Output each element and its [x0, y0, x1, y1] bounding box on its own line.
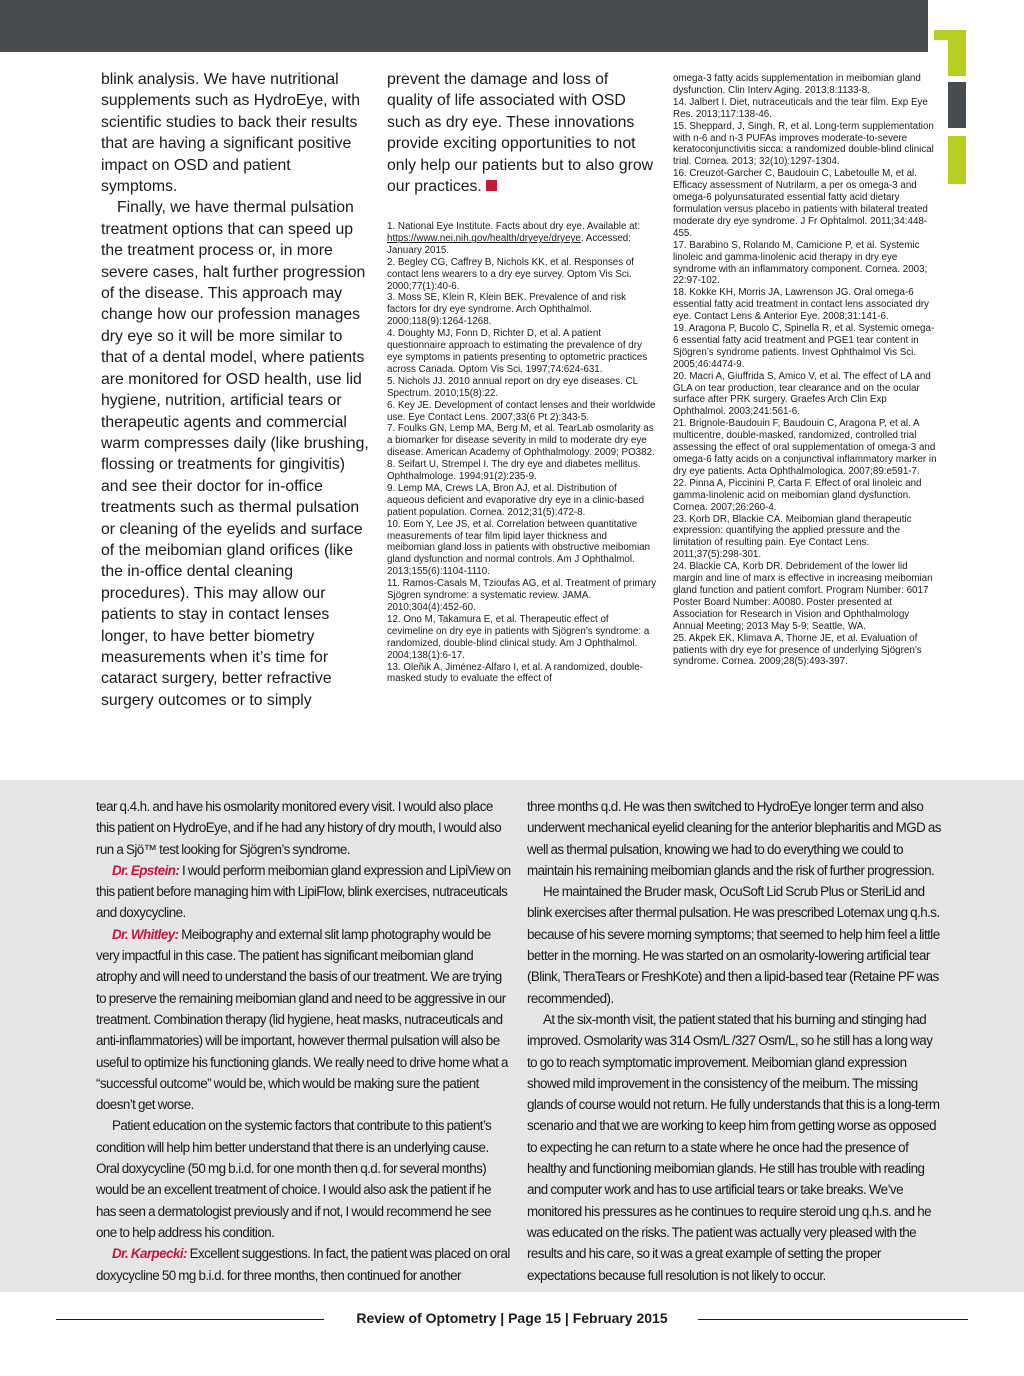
reference-item: 12. Ono M, Takamura E, et al. Therapeutic effect of cevimeline on dry eye in patients with Sjögren’s syndrome: a randomized, double-blind clinical study. Am J Ophthalmol. 2004;138(1):6-17. [387, 613, 650, 661]
references-list-right [673, 73, 939, 668]
reference-item: 1. National Eye Institute. Facts about dry eye. Available at: https://www.nei.nih.gov/health/dryeye/dryeye. Accessed: January 2015. [387, 221, 641, 256]
article-paragraph: Finally, we have thermal pulsation treatment options that can speed up the treatment process or, in more severe cases, halt further progression of the disease. This approach may change how our profession manages dry eye so it will be more similar to that of a dental model, where patients are monitored for OSD health, use lid hygiene, nutrition, artificial tears or therapeutic agents and commercial warm compresses daily (like brushing, flossing or treatments for gingivitis) and see their doctor for in-office treatments such as thermal pulsation or cleaning of the eyelids and surface of the meibomian gland orifices (like the in-office dental cleaning procedures). This may allow our patients to stay in contact lenses longer, to have better biometry measurements when it’s time for cataract surgery, better refractive surgery outcomes or to simply [101, 199, 369, 709]
case-paragraph: He maintained the Bruder mask, OcuSoft Lid Scrub Plus or SteriLid and blink exercises after thermal pulsation. He was prescribed Lotemax ung q.h.s. because of his severe morning symptoms; that seemed to help him feel a little better in the morning. He was started on an osmolarity-lowering artificial tear (Blink, TheraTears or FreshKote) and then a lipid-based tear (Retaine PF was recommended). [527, 884, 940, 1006]
speaker-name: Dr. Epstein: [112, 862, 180, 878]
article-paragraph: blink analysis. We have nutritional supplements such as HydroEye, with scientific studies to back their results that are having a significant positive impact on OSD and patient symptoms. [101, 71, 361, 196]
article-column-middle [387, 69, 655, 197]
case-paragraph: tear q.4.h. and have his osmolarity monitored every visit. I would also place this patient on HydroEye, and if he had any history of dry mouth, I would also run a Sjö™ test looking for Sjögren’s syndrome. [96, 799, 502, 857]
page-footer: Review of Optometry | Page 15 | February 2015 [356, 1310, 668, 1326]
reference-item: 4. Doughty MJ, Fonn D, Richter D, et al. A patient questionnaire approach to estimating the prevalence of dry eye symptoms in patients presenting to optometric practices across Canada. Optom Vis Sci. 1997;74:624-631. [387, 328, 648, 375]
reference-item: 6. Key JE. Development of contact lenses and their worldwide use. Eye Contact Lens. 2007;33(6 Pt 2):343-5. [387, 399, 656, 423]
article-column-left [101, 69, 369, 711]
reference-item: 24. Blackie CA, Korb DR. Debridement of the lower lid margin and line of marx is effective in increasing meibomian gland function and patient comfort. Program Number: 6017 Poster Board Number: A0080. Poster presented at Association for Research in Vision and Ophthalmology Annual Meeting; 2013 May 5-9; Seattle, WA. [673, 561, 933, 632]
reference-link[interactable]: https://www.nei.nih.gov/health/dryeye/dryeye [387, 232, 581, 244]
reference-item: omega-3 fatty acids supplementation in meibomian gland dysfunction. Clin Interv Aging. 2013;8:1133-8. [673, 73, 921, 96]
reference-item: 21. Brignole-Baudouin F, Baudouin C, Aragona P, et al. A multicentre, double-masked, randomized, controlled trial assessing the effect of oral supplementation of omega-3 and omega-6 fatty acids on a conjunctival inflammatory marker in dry eye patients. Acta Ophthalmologica. 2007;89:e591-7. [673, 418, 937, 477]
reference-item: 7. Foulks GN, Lemp MA, Berg M, et al. TearLab osmolarity as a biomarker for disease severity in mild to moderate dry eye disease. American Academy of Ophthalmology. 2009; PO382. [387, 423, 655, 459]
reference-item: 3. Moss SE, Klein R, Klein BEK. Prevalence of and risk factors for dry eye syndrome. Arch Ophthalmol. 2000;118(9):1264-1268. [387, 292, 627, 328]
end-of-article-mark [486, 180, 497, 191]
reference-item: 18. Kokke KH, Morris JA, Lawrenson JG. Oral omega-6 essential fatty acid treatment in contact lens associated dry eye. Contact Lens & Anterior Eye. 2008;31:141-6. [673, 287, 929, 323]
speaker-name: Dr. Karpecki: [112, 1246, 187, 1262]
reference-item: 14. Jalbert I. Diet, nutraceuticals and the tear film. Exp Eye Res. 2013;117:138-46. [673, 96, 928, 120]
reference-item: 20. Macri A, Giuffrida S, Amico V, et al. The effect of LA and GLA on tear production, tear clearance and on the ocular surface after PRK surgery. Graefes Arch Clin Exp Ophthalmol. 2003;241:561-6. [673, 370, 931, 418]
speaker-name: Dr. Whitley: [112, 926, 179, 942]
reference-item: 9. Lemp MA, Crews LA, Bron AJ, et al. Distribution of aqueous deficient and evaporative dry eye in a clinic-based patient population. Cornea. 2012;31(5):472-8. [387, 482, 645, 518]
reference-item: 8. Seifart U, Strempel I. The dry eye and diabetes mellitus. Ophthalmologe. 1994;91(2):235-9. [387, 459, 641, 483]
case-paragraph: three months q.d. He was then switched to HydroEye longer term and also underwent mechanical eyelid cleaning for the anterior blepharitis and MGD as well as thermal pulsation, knowing we had to do everything we could to maintain his remaining meibomian glands and the risk of further progression. [527, 799, 941, 878]
article-conclusion [387, 69, 655, 197]
reference-item: 5. Nichols JJ. 2010 annual report on dry eye diseases. CL Spectrum. 2010;15(8):22. [387, 375, 638, 399]
reference-item: 17. Barabino S, Rolando M, Camicione P, et al. Systemic linoleic and gamma-linolenic acid therapy in dry eye syndrome with an inflammatory component. Cornea. 2003; 22:97-102. [673, 239, 928, 287]
reference-item: 25. Akpek EK, Klimava A, Thorne JE, et al. Evaluation of patients with dry eye for presence of underlying Sjögren’s syndrome. Cornea. 2009;28(5):493-397. [673, 632, 922, 668]
case-column-left [96, 796, 512, 1286]
reference-item: 13. Oleñik A, Jiménez-Alfaro I, et al. A randomized, double-masked study to evaluate the effect of [387, 661, 643, 685]
section-tab-middle [948, 82, 966, 128]
case-paragraph: Dr. Epstein: I would perform meibomian gland expression and LipiView on this patient before managing him with LipiFlow, blink exercises, nutraceuticals and doxycycline. [96, 862, 511, 921]
reference-item: 16. Creuzot-Garcher C, Baudouin C, Labetoulle M, et al. Efficacy assessment of Nutrilarm, a per os omega-3 and omega-6 polyunsaturated essential fatty acid dietary formulation versus placebo in patients with bilateral treated moderate dry eye syndrome. J Fr Ophtalmol. 2011;34:448-455. [673, 168, 928, 239]
article-conclusion-text: prevent the damage and loss of quality of life associated with OSD such as dry eye. These innovations provide exciting opportunities to not only help our patients but to also grow our practices. [387, 71, 654, 196]
header-bar [0, 0, 928, 52]
references-list-middle [387, 221, 657, 685]
reference-item: 23. Korb DR, Blackie CA. Meibomian gland therapeutic expression: quantifying the applied pressure and the limitation of resulting pain. Eye Contact Lens. 2011;37(5):298-301. [673, 513, 912, 561]
reference-item: 2. Begley CG, Caffrey B, Nichols KK, et al. Responses of contact lens wearers to a dry eye survey. Optom Vis Sci. 2000;77(1):40-6. [387, 256, 635, 292]
case-paragraph: Patient education on the systemic factors that contribute to this patient’s condition will help him better understand that there is an underlying cause. Oral doxycycline (50 mg b.i.d. for one month then q.d. for several months) would be an excellent treatment of choice. I would also ask the patient if he has seen a dermatologist previously and if not, I would recommend he see one to help address his condition. [96, 1118, 492, 1240]
reference-item: 19. Aragona P, Bucolo C, Spinella R, et al. Systemic omega-6 essential fatty acid treatment and PGE1 tear content in Sjögren’s syndrome patients. Invest Ophthalmol Vis Sci. 2005;46:4474-9. [673, 323, 935, 370]
section-tab-bottom [948, 136, 966, 184]
reference-item: 15. Sheppard, J, Singh, R, et al. Long-term supplementation with n-6 and n-3 PUFAs improves moderate-to-severe keratoconjunctivitis sicca: a randomized double-blind clinical trial. Cornea. 2013; 32(10):1297-1304. [673, 120, 934, 168]
case-paragraph: At the six-month visit, the patient stated that his burning and stinging had improved. Osmolarity was 314 Osm/L /327 Osm/L, so he still has a long way to go to reach symptomatic improvement. Meibomian gland expression showed mild improvement in the consistency of the meibum. The missing glands of course would not return. He fully understands that this is a long-term scenario and that we are working to keep him from getting worse as opposed to expecting he can return to a state where he once had the presence of healthy and functioning meibomian glands. He still has trouble with reading and computer work and has to use artificial tears or take breaks. We’ve monitored his pressures as he continues to require steroid ung q.h.s. and he was educated on the risks. The patient was actually very pleased with the results and his care, so it was a great example of setting the proper expectations because full resolution is not likely to occur. [527, 1011, 940, 1283]
case-paragraph: Dr. Karpecki: Excellent suggestions. In fact, the patient was placed on oral doxycycline 50 mg b.i.d. for three months, then continued for another [96, 1246, 510, 1283]
section-tab-top-notch [934, 30, 966, 40]
reference-item: 11. Ramos-Casals M, Tzioufas AG, et al. Treatment of primary Sjögren syndrome: a systematic review. JAMA. 2010;304(4):452-60. [387, 578, 657, 613]
reference-item: 10. Eom Y, Lee JS, et al. Correlation between quantitative measurements of tear film lipid layer thickness and meibomian gland loss in patients with obstructive meibomian gland dysfunction and normal controls. Am J Ophthalmol. 2013;155(6):1104-1110. [387, 518, 651, 578]
case-paragraph: Dr. Whitley: Meibography and external slit lamp photography would be very impactful in this case. The patient has significant meibomian gland atrophy and will need to understand the basis of our treatment. We are trying to preserve the remaining meibomian gland and need to be aggressive in our treatment. Combination therapy (lid hygiene, heat masks, nutraceuticals and anti-inflammatories) will be important, however thermal pulsation will also be useful to optimize his functioning glands. We really need to drive home what a “successful outcome” would be, which would be making sure the patient doesn’t get worse. [96, 926, 508, 1113]
case-column-right [527, 796, 943, 1286]
reference-item: 22. Pinna A, Piccinini P, Carta F. Effect of oral linoleic and gamma-linolenic acid on meibomian gland dysfunction. Cornea. 2007;26:260-4. [673, 477, 922, 513]
